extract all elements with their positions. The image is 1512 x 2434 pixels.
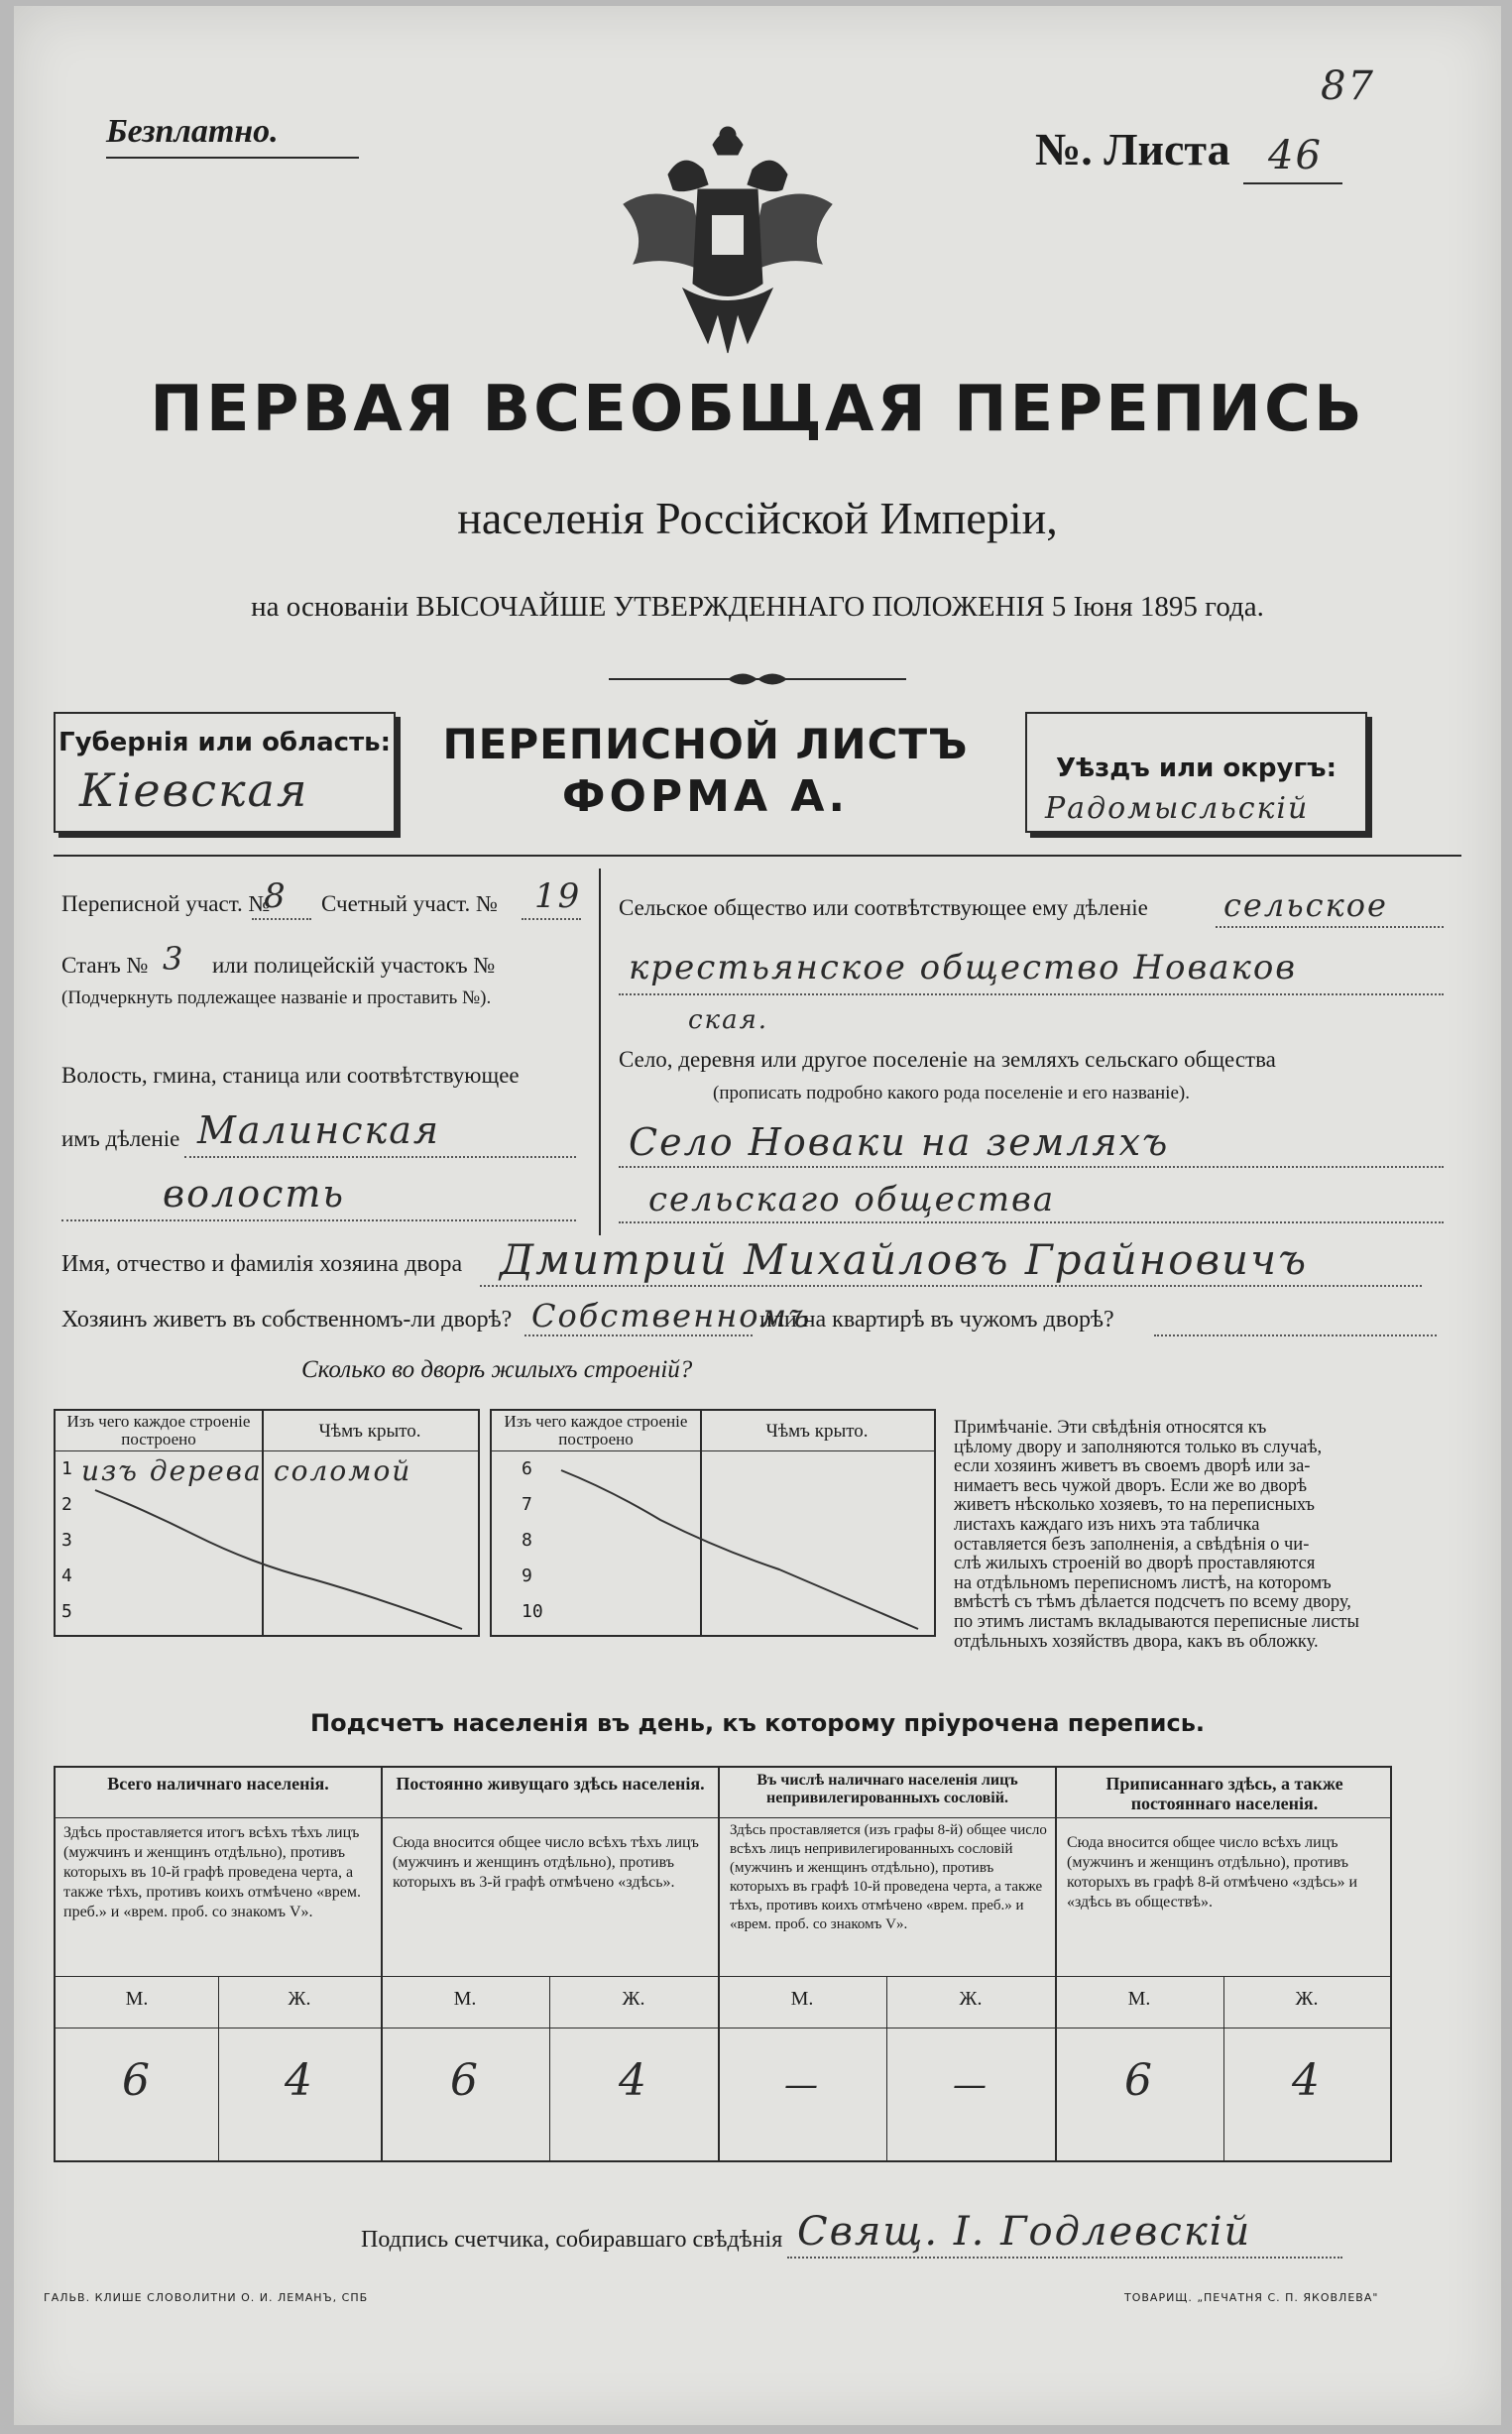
owner-lives-alt-line — [1154, 1334, 1437, 1336]
pop-col1-m-value: 6 — [122, 2055, 152, 2106]
building-row-num: 9 — [522, 1565, 532, 1586]
pop-col4-f-label: Ж. — [1295, 1988, 1319, 2010]
volost-value-1: Малинская — [197, 1108, 441, 1152]
counting-district-label: Счетный участ. № — [321, 891, 498, 916]
building-row-num: 3 — [61, 1530, 72, 1551]
volost-label-1: Волость, гмина, станица или соотвѣтствующее — [61, 1063, 520, 1088]
buildings-table-right — [490, 1409, 936, 1637]
building-strike-line — [492, 1450, 934, 1635]
uezd-value: Радомысльскій — [1045, 791, 1310, 826]
building-row-num: 4 — [61, 1565, 72, 1586]
free-label: Безплатно. — [106, 113, 279, 150]
sheet-number-label: №. Листа — [1035, 124, 1230, 174]
village-value-2: сельскаго общества — [648, 1180, 1056, 1219]
col-material-header: Изъ чего каждое строеніе построено — [66, 1412, 251, 1449]
buildings-table-left — [54, 1409, 480, 1637]
sheet-number-underline — [1243, 182, 1342, 184]
village-note: (прописать подробно какого рода поселеніе и его названіе). — [713, 1083, 1190, 1103]
col-roof-header: Чѣмъ крыто. — [318, 1421, 421, 1442]
pop-col2-f-value: 4 — [619, 2055, 648, 2106]
owner-name-label: Имя, отчество и фамилія хозяина двора — [61, 1251, 463, 1277]
printer-left: ГАЛЬВ. КЛИШЕ СЛОВОЛИТНИ О. И. ЛЕМАНЪ, СПБ — [44, 2291, 369, 2304]
double-headed-eagle-emblem — [614, 115, 842, 363]
building-row-num: 2 — [61, 1494, 72, 1515]
uezd-box — [1025, 712, 1367, 833]
free-underline — [106, 157, 359, 159]
gubernia-label: Губернія или область: — [58, 728, 391, 757]
village-label: Село, деревня или другое поселеніе на земляхъ сельскаго общества — [619, 1047, 1276, 1072]
society-value-3: ская. — [688, 1005, 769, 1035]
society-line-2 — [619, 993, 1444, 995]
counting-district-value: 19 — [534, 876, 582, 916]
building-row-num: 10 — [522, 1601, 543, 1622]
page-title: ПЕРВАЯ ВСЕОБЩАЯ ПЕРЕПИСЬ — [150, 373, 1365, 446]
volost-line-1 — [184, 1156, 576, 1158]
village-line-2 — [619, 1221, 1444, 1223]
archive-number: 87 — [1321, 63, 1375, 109]
volost-line-2 — [61, 1219, 576, 1221]
pop-col4-header: Приписаннаго здѣсь, а также постояннаго населенія. — [1105, 1774, 1343, 1813]
gubernia-value: Кіевская — [79, 763, 309, 817]
stan-note: (Подчеркнуть подлежащее названіе и проставить №). — [61, 987, 492, 1008]
pop-col3-f-label: Ж. — [959, 1988, 983, 2010]
volost-value-2: волость — [163, 1172, 346, 1216]
gubernia-box — [54, 712, 396, 833]
buildings-question: Сколько во дворѣ жилыхъ строеній? — [301, 1356, 693, 1383]
owner-lives-alt-label: или на квартирѣ въ чужомъ дворѣ? — [759, 1307, 1114, 1333]
signature-label: Подпись счетчика, собиравшаго свѣдѣнія — [361, 2227, 783, 2253]
census-form-page — [14, 6, 1501, 2425]
pop-col3-header: Въ числѣ наличнаго населенія лицъ непривилегированныхъ сословій. — [756, 1772, 1018, 1806]
police-label: или полицейскій участокъ № — [212, 953, 496, 978]
building-1-roof: соломой — [274, 1454, 412, 1487]
population-title: Подсчетъ населенія въ день, къ которому пріурочена перепись. — [310, 1709, 1205, 1737]
pop-col3-f-value: — — [953, 2065, 989, 2105]
census-district-line — [252, 918, 311, 920]
population-table — [54, 1766, 1392, 2162]
society-label: Сельское общество или соотвѣтствующее ему дѣленіе — [619, 895, 1148, 920]
section-divider — [54, 855, 1461, 857]
pop-col2-desc: Сюда вносится общее число всѣхъ тѣхъ лицъ (мужчинъ и женщинъ отдѣльно), противъ которыхъ въ 3-й графѣ отмѣчено «здѣсь». — [393, 1834, 699, 1891]
building-1-material: изъ дерева — [81, 1454, 263, 1487]
sheet-number-value: 46 — [1268, 133, 1323, 178]
building-row-num: 8 — [522, 1530, 532, 1551]
building-row-num: 5 — [61, 1601, 72, 1622]
uezd-label: Уѣздъ или округъ: — [1056, 753, 1337, 783]
page-subtitle: населенія Россійской Имперіи, — [457, 493, 1058, 543]
stan-value: 3 — [163, 940, 185, 978]
form-title: ПЕРЕПИСНОЙ ЛИСТЪ — [442, 720, 969, 768]
building-strike-line — [56, 1480, 478, 1635]
pop-col1-f-label: Ж. — [288, 1988, 311, 2010]
pop-col2-m-value: 6 — [450, 2055, 480, 2106]
counting-district-line — [522, 918, 581, 920]
fields-separator — [599, 869, 601, 1235]
village-value-1: Село Новаки на земляхъ — [629, 1120, 1170, 1164]
pop-col2-f-label: Ж. — [622, 1988, 645, 2010]
census-district-value: 8 — [264, 876, 288, 916]
form-subtitle: ФОРМА А. — [561, 771, 850, 822]
pop-col3-m-value: — — [784, 2065, 820, 2105]
pop-col2-m-label: М. — [453, 1988, 477, 2010]
pop-col3-m-label: М. — [790, 1988, 814, 2010]
owner-lives-line — [524, 1334, 753, 1336]
census-district-label: Переписной участ. № — [61, 891, 271, 916]
ornament-divider — [609, 668, 906, 690]
pop-col1-f-value: 4 — [285, 2055, 314, 2106]
society-line-1 — [1216, 926, 1444, 928]
owner-lives-label: Хозяинъ живетъ въ собственномъ-ли дворѣ? — [61, 1307, 513, 1333]
volost-label-2: имъ дѣленіе — [61, 1126, 180, 1151]
pop-col2-header: Постоянно живущаго здѣсь населенія. — [396, 1774, 705, 1794]
building-row-num: 7 — [522, 1494, 532, 1515]
pop-col1-desc: Здѣсь проставляется итогъ всѣхъ тѣхъ лицъ (мужчинъ и женщинъ отдѣльно), противъ которыхъ въ 10-й графѣ проведена черта, а также тѣхъ, противъ коихъ отмѣчено «врем. преб.» и «врем. проб. со знакомъ V». — [63, 1824, 361, 1920]
owner-name-line — [480, 1285, 1422, 1287]
owner-name-value: Дмитрий Михайловъ Грайновичъ — [500, 1235, 1309, 1284]
printer-right: ТОВАРИЩ. „ПЕЧАТНЯ С. П. ЯКОВЛЕВА" — [1124, 2291, 1379, 2304]
signature-line — [787, 2257, 1342, 2259]
pop-col1-header: Всего наличнаго населенія. — [107, 1774, 329, 1794]
society-value-1: сельское — [1223, 886, 1388, 924]
stan-label: Станъ № — [61, 953, 149, 978]
pop-col1-m-label: М. — [125, 1988, 149, 2010]
pop-col4-m-value: 6 — [1124, 2055, 1154, 2106]
col-material-header: Изъ чего каждое строеніе построено — [504, 1412, 688, 1449]
building-row-num: 6 — [522, 1458, 532, 1479]
pop-col3-desc: Здѣсь проставляется (изъ графы 8-й) общее число всѣхъ лицъ непривилегированныхъ сословій (мужчинъ и женщинъ отдѣльно), противъ которыхъ въ графѣ 10-й проведена черта, а также тѣхъ, противъ коихъ отмѣчено «врем. преб.» и «врем. проб. со знакомъ V». — [730, 1822, 1047, 1932]
pop-col4-m-label: М. — [1127, 1988, 1151, 2010]
village-line-1 — [619, 1166, 1444, 1168]
building-row-num: 1 — [61, 1458, 72, 1479]
buildings-note: Примѣчаніе. Эти свѣдѣнія относятся къ цѣлому двору и заполняются только въ случаѣ, если хозяинъ живетъ въ своемъ дворѣ или за- нимаетъ весь чужой дворъ. Если же во дворѣ живетъ нѣсколько хозяевъ, то на переписныхъ листахъ каждаго изъ нихъ эта табличка оставляется безъ заполненія, а свѣдѣнія о чи- слѣ жилыхъ строеній во дворѣ проставляются на отдѣльномъ переписномъ листѣ, на которомъ вмѣстѣ съ тѣмъ дѣлается подсчетъ по всему двору, по этимъ листамъ вкладываются переписные листы отдѣльныхъ хозяйствъ двора, какъ въ обложку. — [954, 1418, 1359, 1652]
owner-lives-value: Собственномъ — [531, 1297, 812, 1334]
col-roof-header: Чѣмъ крыто. — [765, 1421, 869, 1442]
society-value-2: крестьянское общество Новаков — [629, 948, 1298, 987]
pop-col4-f-value: 4 — [1292, 2055, 1322, 2106]
pop-col4-desc: Сюда вносится общее число всѣхъ лицъ (мужчинъ и женщинъ отдѣльно), противъ которыхъ въ графѣ 8-й отмѣчено «здѣсь» и «здѣсь въ обществѣ». — [1067, 1834, 1358, 1911]
signature-value: Свящ. І. Годлевскій — [797, 2209, 1252, 2255]
basis-line: на основаніи ВЫСОЧАЙШЕ УТВЕРЖДЕННАГО ПОЛОЖЕНІЯ 5 Іюня 1895 года. — [251, 591, 1264, 623]
